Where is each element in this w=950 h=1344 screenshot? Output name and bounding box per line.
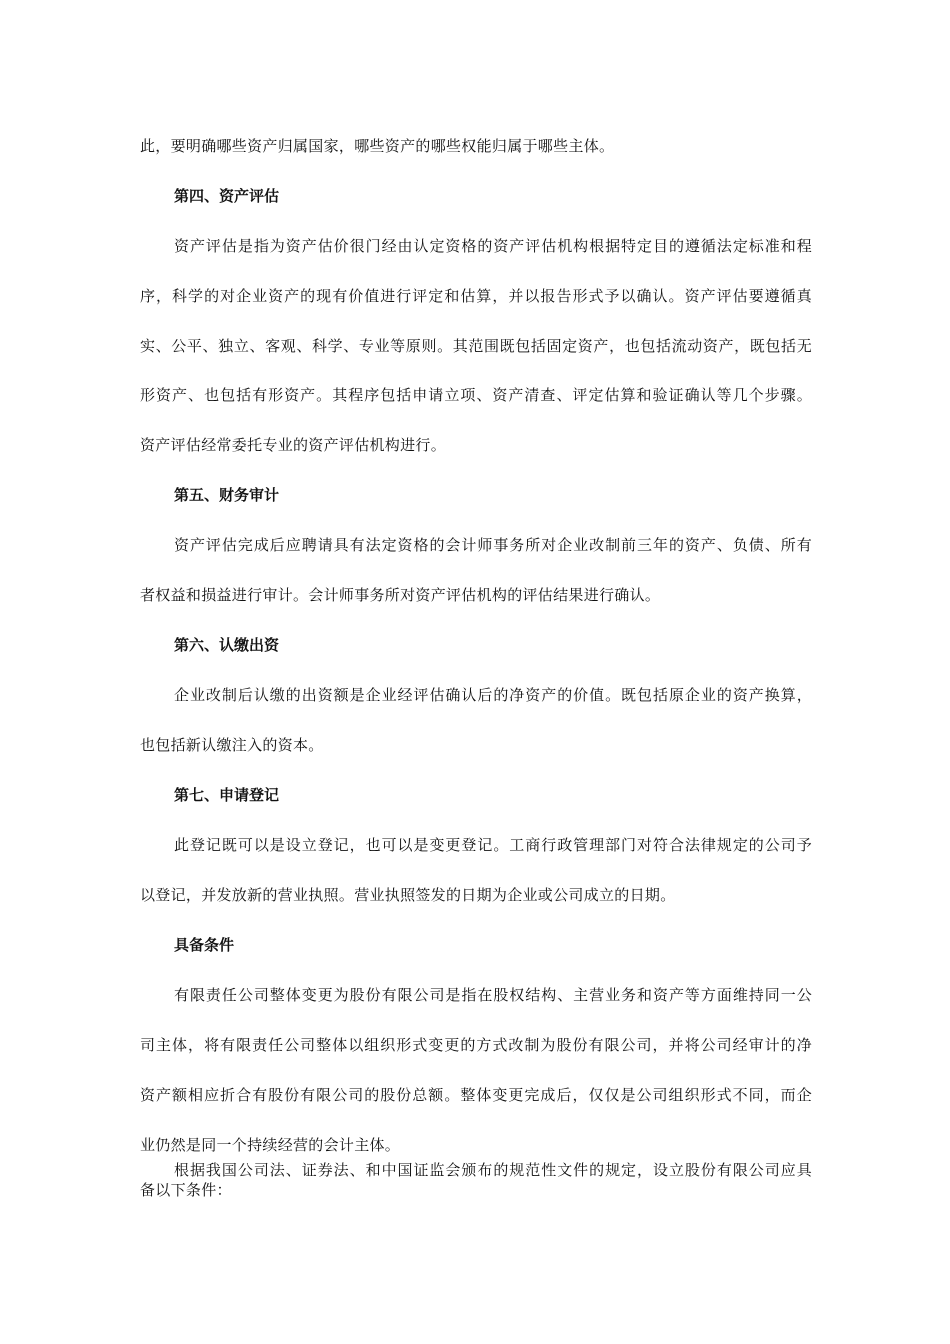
paragraph-line: 以登记，并发放新的营业执照。营业执照签发的日期为企业或公司成立的日期。 (140, 886, 676, 904)
paragraph-line: 此登记既可以是设立登记，也可以是变更登记。工商行政管理部门对符合法律规定的公司予 (174, 836, 812, 854)
section-heading-capital-contribution: 第六、认缴出资 (174, 636, 280, 654)
paragraph-line: 司主体，将有限责任公司整体以组织形式变更的方式改制为股份有限公司，并将公司经审计的净 (140, 1036, 812, 1054)
paragraph-line: 也包括新认缴注入的资本。 (140, 736, 324, 754)
section-heading-financial-audit: 第五、财务审计 (174, 486, 280, 504)
paragraph-line: 资产额相应折合有股份有限公司的股份总额。整体变更完成后，仅仅是公司组织形式不同，而企 (140, 1086, 812, 1104)
paragraph-line: 形资产、也包括有形资产。其程序包括申请立项、资产清查、评定估算和验证确认等几个步骤。 (140, 386, 812, 404)
paragraph-line: 备以下条件： (140, 1181, 232, 1199)
paragraph-line: 业仍然是同一个持续经营的会计主体。 (140, 1136, 401, 1154)
section-heading-registration: 第七、申请登记 (174, 786, 280, 804)
section-heading-asset-evaluation: 第四、资产评估 (174, 187, 280, 205)
paragraph-line: 有限责任公司整体变更为股份有限公司是指在股权结构、主营业务和资产等方面维持同一公 (174, 986, 812, 1004)
paragraph-line: 企业改制后认缴的出资额是企业经评估确认后的净资产的价值。既包括原企业的资产换算， (174, 686, 812, 704)
paragraph-line: 此，要明确哪些资产归属国家，哪些资产的哪些权能归属于哪些主体。 (140, 137, 615, 155)
paragraph-line: 者权益和损益进行审计。会计师事务所对资产评估机构的评估结果进行确认。 (140, 586, 661, 604)
paragraph-line: 实、公平、独立、客观、科学、专业等原则。其范围既包括固定资产，也包括流动资产，既包括无 (140, 337, 812, 355)
paragraph-line: 序，科学的对企业资产的现有价值进行评定和估算，并以报告形式予以确认。资产评估要遵循真 (140, 287, 812, 305)
paragraph-line: 资产评估经常委托专业的资产评估机构进行。 (140, 436, 447, 454)
paragraph-line: 资产评估完成后应聘请具有法定资格的会计师事务所对企业改制前三年的资产、负债、所有 (174, 536, 812, 554)
section-heading-conditions: 具备条件 (174, 936, 235, 954)
paragraph-line: 根据我国公司法、证券法、和中国证监会颁布的规范性文件的规定，设立股份有限公司应具 (174, 1161, 812, 1179)
paragraph-line: 资产评估是指为资产估价很门经由认定资格的资产评估机构根据特定目的遵循法定标准和程 (174, 237, 812, 255)
